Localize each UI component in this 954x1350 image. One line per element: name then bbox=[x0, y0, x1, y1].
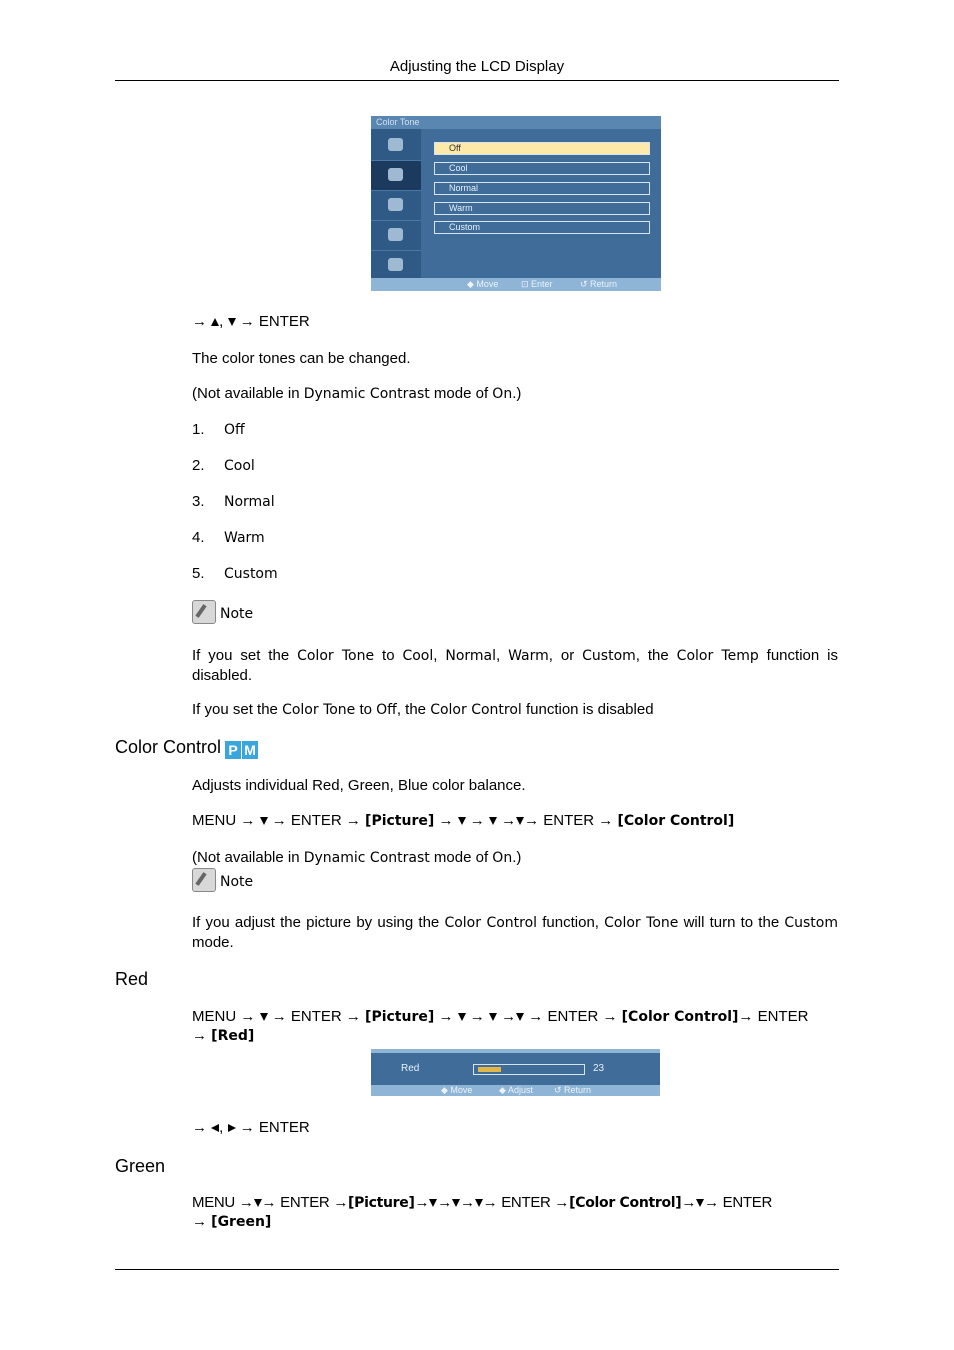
down-arrow-icon bbox=[475, 1199, 483, 1207]
red-osd-value: 23 bbox=[593, 1063, 605, 1074]
osd-multicontrol-icon bbox=[371, 251, 421, 281]
list-item: 5. Custom bbox=[192, 565, 278, 582]
color-control-desc: Adjusts individual Red, Green, Blue color balance. bbox=[192, 777, 526, 794]
footer-rule bbox=[115, 1269, 839, 1270]
note-block: Note bbox=[192, 868, 253, 892]
red-path-line1: MENU → → ENTER → [Picture] → → → → ENTER → [Color Control]→ ENTER bbox=[192, 1008, 809, 1025]
down-arrow-icon bbox=[489, 1013, 497, 1021]
note-icon bbox=[192, 868, 216, 892]
down-arrow-icon bbox=[458, 817, 466, 825]
color-tone-desc: The color tones can be changed. bbox=[192, 350, 411, 367]
color-control-availability: (Not available in Dynamic Contrast mode of On.) bbox=[192, 849, 522, 866]
red-osd-footer bbox=[371, 1085, 660, 1096]
up-arrow-icon bbox=[211, 318, 219, 326]
green-path-line1: MENU → → ENTER →[Picture]→ → → → ENTER →[Color Control]→ → ENTER bbox=[192, 1194, 773, 1211]
osd-footer-move: ◆ Move bbox=[467, 279, 499, 289]
osd-footer-adjust: ◆ Adjust bbox=[499, 1085, 533, 1095]
down-arrow-icon bbox=[228, 318, 236, 326]
page-header: Adjusting the LCD Display bbox=[389, 58, 565, 75]
osd-option-custom: Custom bbox=[434, 221, 650, 234]
red-osd-label: Red bbox=[401, 1063, 420, 1074]
list-item: 3. Normal bbox=[192, 493, 275, 510]
note-block: Note bbox=[192, 600, 253, 624]
red-heading: Red bbox=[115, 969, 149, 989]
pm-badge: P M bbox=[225, 740, 259, 758]
osd-option-warm: Warm bbox=[434, 202, 650, 215]
color-control-path: MENU → → ENTER → [Picture] → → → → ENTER → [Color Control] bbox=[192, 812, 735, 829]
red-slider-track bbox=[473, 1064, 585, 1075]
osd-option-normal: Normal bbox=[434, 182, 650, 195]
header-rule bbox=[115, 80, 839, 81]
osd-footer-return: ↺ Return bbox=[554, 1085, 592, 1095]
osd-footer-return: ↺ Return bbox=[580, 279, 618, 289]
down-arrow-icon bbox=[516, 817, 524, 825]
color-tone-availability: (Not available in Dynamic Contrast mode of On.) bbox=[192, 385, 522, 402]
down-arrow-icon bbox=[260, 1013, 268, 1021]
osd-footer-enter: ⊡ Enter bbox=[521, 279, 553, 289]
osd-footer bbox=[371, 278, 661, 291]
down-arrow-icon bbox=[696, 1199, 704, 1207]
osd-sidebar bbox=[371, 129, 421, 278]
list-item: 2. Cool bbox=[192, 457, 255, 474]
osd-input-icon bbox=[371, 131, 421, 161]
color-tone-nav: → , → ENTER bbox=[192, 313, 310, 330]
down-arrow-icon bbox=[489, 817, 497, 825]
color-tone-note-2: If you set the Color Tone to Off, the Color Control function is disabled bbox=[192, 701, 654, 718]
down-arrow-icon bbox=[260, 817, 268, 825]
red-path-line2: → [Red] bbox=[192, 1027, 255, 1044]
color-control-note: If you adjust the picture by using the Color Control function, Color Tone will turn to the Custom mode. bbox=[192, 914, 838, 951]
color-tone-note-1: If you set the Color Tone to Cool, Normal, Warm, or Custom, the Color Temp function is disabled. bbox=[192, 647, 838, 684]
color-tone-osd bbox=[371, 116, 661, 291]
note-icon bbox=[192, 600, 216, 624]
osd-option-off: Off bbox=[434, 142, 650, 155]
osd-setup-icon bbox=[371, 221, 421, 251]
right-arrow-icon bbox=[228, 1124, 236, 1132]
down-arrow-icon bbox=[458, 1013, 466, 1021]
osd-picture-icon bbox=[371, 161, 421, 191]
red-nav: → , → ENTER bbox=[192, 1119, 310, 1136]
red-osd bbox=[371, 1049, 660, 1096]
down-arrow-icon bbox=[452, 1199, 460, 1207]
red-slider-fill bbox=[478, 1067, 501, 1072]
osd-option-cool: Cool bbox=[434, 162, 650, 175]
down-arrow-icon bbox=[254, 1199, 262, 1207]
color-control-heading: Color Control P M bbox=[115, 738, 259, 758]
list-item: 4. Warm bbox=[192, 529, 265, 546]
green-path-line2: → [Green] bbox=[192, 1213, 272, 1230]
list-item: 1. Off bbox=[192, 421, 245, 438]
left-arrow-icon bbox=[211, 1124, 219, 1132]
osd-footer-move: ◆ Move bbox=[441, 1085, 473, 1095]
osd-sound-icon bbox=[371, 191, 421, 221]
green-heading: Green bbox=[115, 1156, 166, 1176]
down-arrow-icon bbox=[516, 1013, 524, 1021]
osd-title: Color Tone bbox=[371, 116, 661, 129]
